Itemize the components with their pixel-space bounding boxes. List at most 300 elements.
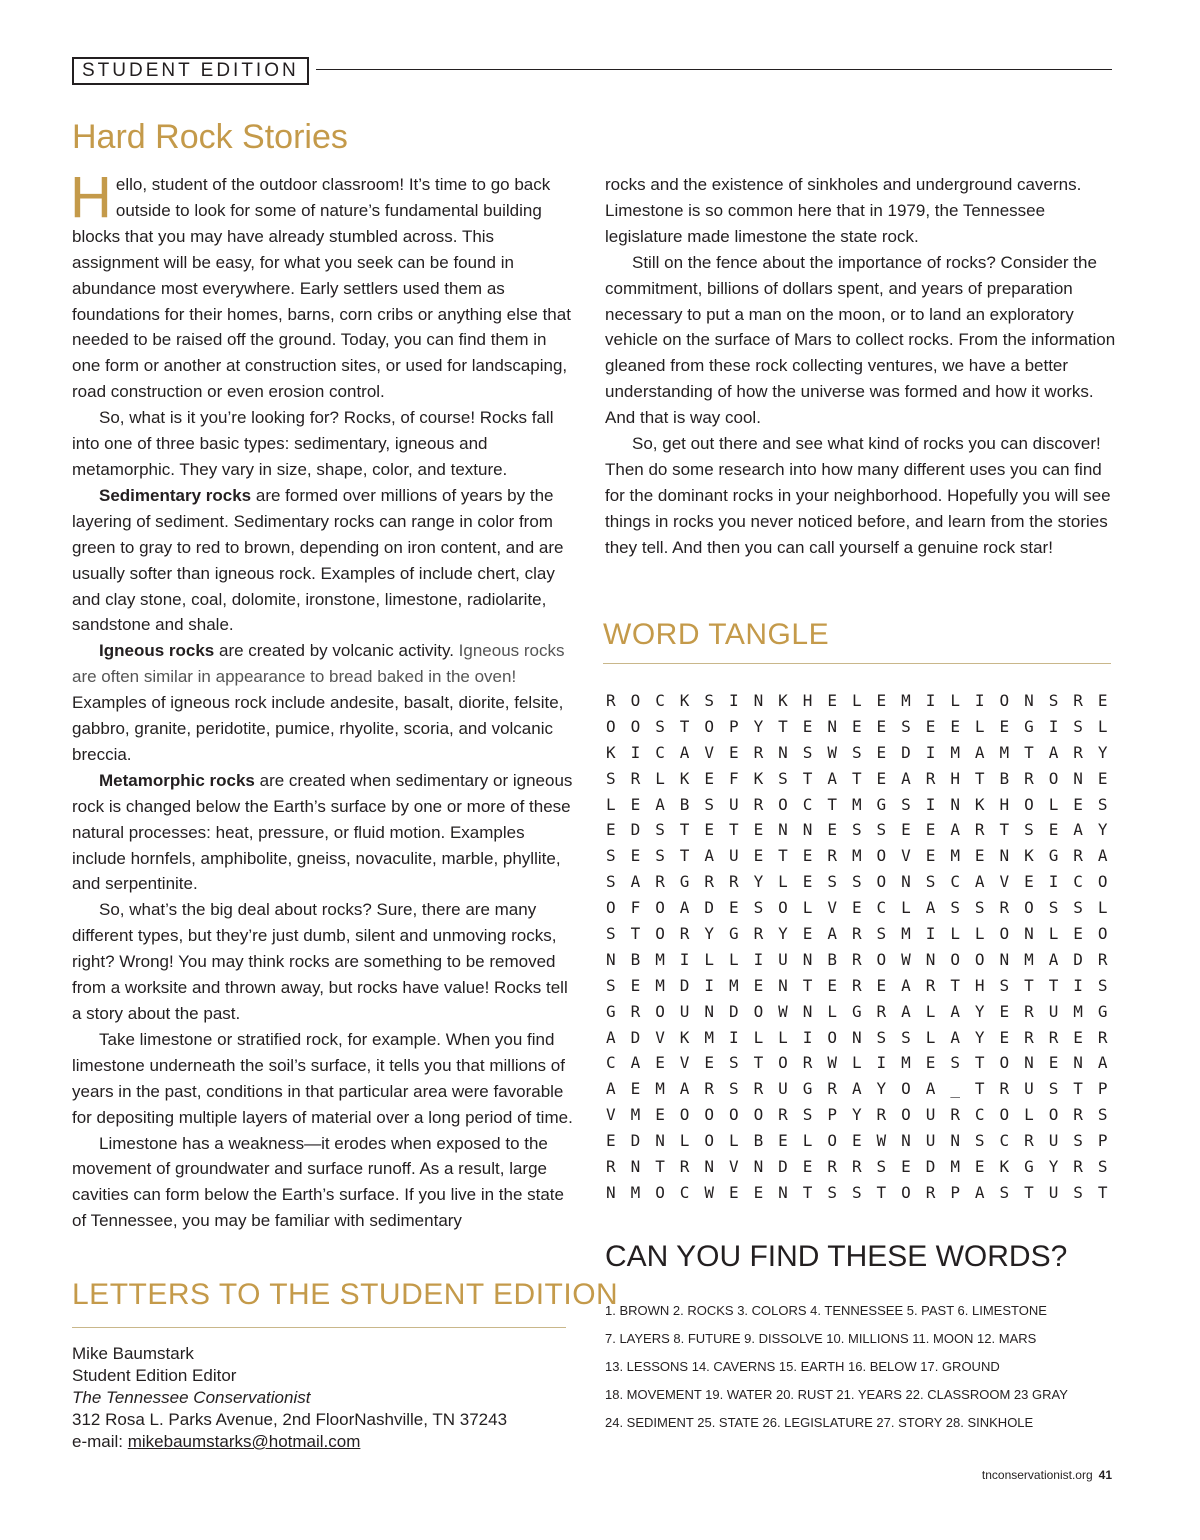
grid-letter: S [876,924,887,944]
word-list-line: 1. BROWN 2. ROCKS 3. COLORS 4. TENNESSEE 5. PAST 6. LIMESTONE [605,1303,1047,1318]
grid-letter: E [1097,768,1108,788]
grid-letter: I [802,1027,813,1047]
article-paragraph-sedimentary [72,483,577,638]
grid-letter: O [704,716,715,736]
grid-letter: D [704,898,715,918]
grid-letter: M [655,975,665,995]
grid-letter: E [901,820,911,840]
grid-letter: V [704,742,715,762]
grid-letter: S [606,872,616,892]
grid-letter: O [827,1027,837,1047]
grid-row [606,688,1118,714]
grid-letter: N [1024,691,1034,710]
grid-letter: S [606,846,616,866]
grid-letter: A [606,1079,616,1099]
grid-letter: T [753,1053,764,1073]
article-paragraph-igneous [72,638,577,768]
section-tag: STUDENT EDITION [72,57,309,85]
grid-letter: S [728,1079,739,1099]
grid-letter: N [778,742,788,762]
word-list-line: 24. SEDIMENT 25. STATE 26. LEGISLATURE 27. STORY 28. SINKHOLE [605,1415,1034,1430]
grid-letter: N [851,1027,862,1047]
grid-letter: C [606,1053,616,1073]
grid-row [606,869,1118,895]
grid-letter: V [827,898,837,918]
grid-letter: I [630,742,641,762]
grid-letter: S [876,820,887,840]
grid-letter: P [728,716,739,736]
grid-letter: L [606,794,616,814]
grid-letter: E [630,846,641,866]
grid-letter: M [950,846,960,866]
grid-letter: V [901,846,911,866]
grid-letter: S [827,872,837,892]
grid-letter: E [999,1027,1010,1047]
grid-letter: W [704,1182,715,1202]
grid-letter: A [1097,1053,1108,1073]
grid-row [606,1076,1118,1102]
grid-letter: E [728,1182,739,1202]
grid-letter: E [876,975,887,995]
grid-letter: R [1073,1105,1083,1125]
grid-letter: S [901,1027,911,1047]
grid-letter: S [655,820,665,840]
grid-letter: A [950,1001,960,1021]
grid-letter: S [876,1027,887,1047]
grid-letter: A [925,1079,936,1099]
grid-letter: R [606,691,616,710]
grid-letter: L [950,691,960,710]
grid-letter: G [1024,1157,1034,1177]
grid-letter: I [1048,716,1059,736]
grid-row [606,973,1118,999]
grid-letter: Y [1097,742,1108,762]
grid-letter: S [778,768,788,788]
grid-letter: N [1024,924,1034,944]
grid-letter: L [802,898,813,918]
grid-letter: O [728,1105,739,1125]
grid-letter: L [655,768,665,788]
grid-letter: O [876,949,887,969]
grid-letter: _ [950,1079,960,1099]
grid-letter: O [1024,794,1034,814]
grid-letter: D [901,742,911,762]
grid-letter: T [778,716,788,736]
grid-letter: U [778,949,788,969]
grid-letter: T [974,768,985,788]
grid-letter: E [802,1157,813,1177]
paragraph-text: are formed over millions of years by the layering of sediment. Sedimentary rocks can range in color from green to gray to red to brown, depending on iron content, and are usually softer than igneous rock. Examples of include chert, clay and clay stone, coal, dolomite, ironstone, limestone, radiolarite, sandstone and shale. [72,485,564,635]
grid-letter: S [704,794,715,814]
grid-letter: Y [876,1079,887,1099]
contact-role: Student Edition Editor [72,1366,237,1385]
grid-letter: S [901,716,911,736]
grid-letter: I [974,691,985,710]
email-label: e-mail: [72,1432,128,1451]
grid-letter: V [728,1157,739,1177]
grid-letter: O [1097,924,1108,944]
grid-letter: E [802,846,813,866]
grid-letter: T [876,1182,887,1202]
article-left-column [70,165,577,1234]
letters-heading: LETTERS TO THE STUDENT EDITION [72,1278,619,1311]
grid-letter: O [778,898,788,918]
grid-letter: M [950,742,960,762]
term-sedimentary: Sedimentary rocks [99,485,252,505]
grid-letter: S [1097,975,1108,995]
grid-letter: U [778,1079,788,1099]
grid-letter: O [901,1105,911,1125]
grid-letter: U [1048,1182,1059,1202]
grid-letter: W [901,949,911,969]
grid-letter: M [655,949,665,969]
footer-site: tnconservationist.org [981,1468,1093,1482]
grid-letter: M [630,1182,641,1202]
grid-letter: I [753,949,764,969]
grid-letter: A [901,768,911,788]
grid-letter: K [974,794,985,814]
grid-letter: O [901,1079,911,1099]
grid-letter: E [630,1079,641,1099]
grid-letter: W [827,1053,837,1073]
grid-letter: A [827,924,837,944]
grid-letter: T [679,846,690,866]
grid-letter: L [1048,794,1059,814]
grid-letter: O [778,794,788,814]
grid-letter: U [728,846,739,866]
grid-letter: A [901,1001,911,1021]
grid-letter: S [1097,1105,1108,1125]
grid-letter: S [1097,1157,1108,1177]
grid-letter: K [679,1027,690,1047]
grid-letter: E [925,846,936,866]
grid-letter: N [778,1182,788,1202]
grid-letter: R [1073,1157,1083,1177]
grid-letter: L [778,872,788,892]
grid-letter: T [974,1053,985,1073]
letters-rule [72,1327,566,1328]
grid-letter: L [950,924,960,944]
grid-letter: E [753,975,764,995]
grid-letter: E [876,742,887,762]
grid-row [606,843,1118,869]
grid-letter: L [925,1027,936,1047]
grid-letter: C [1073,872,1083,892]
grid-letter: E [704,768,715,788]
grid-letter: M [655,1079,665,1099]
grid-letter: M [901,691,911,710]
grid-letter: R [1073,691,1083,710]
grid-letter: T [974,1079,985,1099]
paragraph-text: Examples of igneous rock include andesite, basalt, diorite, felsite, gabbro, granite, peridotite, pumice, rhyolite, scoria, and volcanic breccia. [72,693,564,764]
article-paragraph-2: So, what is it you’re looking for? Rocks, of course! Rocks fall into one of three basic types: sedimentary, igneous and metamorphic. They vary in size, shape, color, and texture. [72,408,554,479]
grid-letter: K [1024,846,1034,866]
grid-letter: E [728,898,739,918]
grid-letter: D [679,975,690,995]
grid-letter: S [851,742,862,762]
grid-letter: B [827,949,837,969]
grid-letter: O [1024,898,1034,918]
grid-row [606,947,1118,973]
grid-row [606,1128,1118,1154]
find-words-heading: CAN YOU FIND THESE WORDS? [605,1240,1068,1273]
grid-letter: S [1097,794,1108,814]
grid-letter: R [851,1157,862,1177]
grid-letter: S [901,794,911,814]
grid-letter: E [802,924,813,944]
grid-letter: N [925,949,936,969]
grid-letter: A [974,742,985,762]
grid-letter: R [827,846,837,866]
grid-letter: G [802,1079,813,1099]
grid-letter: W [827,742,837,762]
grid-letter: U [925,1131,936,1151]
grid-letter: R [925,975,936,995]
grid-letter: R [753,1079,764,1099]
grid-letter: A [827,768,837,788]
drop-cap: H [70,165,112,230]
grid-letter: I [704,975,715,995]
grid-letter: P [1097,1079,1108,1099]
grid-letter: S [974,898,985,918]
grid-letter: R [1097,1027,1108,1047]
word-tangle-rule [603,663,1111,664]
grid-letter: N [1024,1053,1034,1073]
grid-letter: N [753,691,764,710]
grid-letter: A [606,1027,616,1047]
grid-letter: L [851,1053,862,1073]
grid-letter: L [679,1131,690,1151]
grid-letter: N [655,1131,665,1151]
grid-letter: E [704,1053,715,1073]
grid-letter: T [851,768,862,788]
grid-letter: S [1073,1131,1083,1151]
term-igneous: Igneous rocks [99,641,215,661]
grid-letter: A [679,898,690,918]
grid-letter: S [1073,716,1083,736]
grid-letter: W [876,1131,887,1151]
grid-letter: R [778,1105,788,1125]
grid-letter: M [999,742,1010,762]
grid-letter: Y [1048,1157,1059,1177]
grid-letter: R [753,742,764,762]
grid-letter: N [778,975,788,995]
page-number: 41 [1098,1468,1112,1482]
grid-letter: L [728,949,739,969]
grid-letter: R [851,975,862,995]
grid-letter: C [655,742,665,762]
grid-row [606,817,1118,843]
grid-letter: G [851,1001,862,1021]
grid-letter: L [1048,924,1059,944]
grid-letter: R [827,1079,837,1099]
grid-letter: O [876,846,887,866]
grid-letter: S [1048,898,1059,918]
grid-letter: O [827,1131,837,1151]
grid-letter: E [1073,1027,1083,1047]
grid-letter: S [851,1182,862,1202]
grid-letter: M [1073,1001,1083,1021]
grid-letter: A [851,1079,862,1099]
grid-letter: E [974,1157,985,1177]
grid-letter: E [753,1182,764,1202]
grid-letter: U [679,1001,690,1021]
grid-letter: M [630,1105,641,1125]
email-link[interactable]: mikebaumstarks@hotmail.com [127,1432,361,1451]
grid-letter: R [802,1053,813,1073]
paragraph-text: are created by volcanic activity. [214,641,459,661]
grid-letter: R [630,768,641,788]
grid-letter: S [1073,1182,1083,1202]
grid-letter: E [1048,1053,1059,1073]
grid-letter: T [827,794,837,814]
grid-letter: E [851,716,862,736]
grid-letter: I [1048,872,1059,892]
grid-letter: E [999,1001,1010,1021]
grid-letter: I [925,691,936,710]
grid-letter: T [802,1182,813,1202]
grid-letter: I [728,1027,739,1047]
grid-letter: R [753,794,764,814]
grid-letter: K [753,768,764,788]
grid-letter: T [728,820,739,840]
grid-letter: E [630,975,641,995]
grid-letter: E [827,975,837,995]
grid-letter: E [974,846,985,866]
grid-letter: T [950,975,960,995]
article-paragraph-6: So, what’s the big deal about rocks? Sure, there are many different types, but they’re just dumb, silent and unmoving rocks, right? Wrong! You may think rocks are something to be removed from a worksite and thrown away, but rocks have value! Rocks tell a story about the past. [72,900,568,1023]
grid-letter: K [679,768,690,788]
grid-letter: E [753,846,764,866]
grid-letter: L [1097,716,1108,736]
grid-letter: S [1048,1079,1059,1099]
grid-letter: O [999,1053,1010,1073]
grid-letter: E [925,820,936,840]
grid-letter: A [901,975,911,995]
grid-letter: C [974,1105,985,1125]
header-rule [316,69,1112,70]
grid-letter: I [925,742,936,762]
grid-letter: L [901,898,911,918]
grid-letter: N [950,794,960,814]
grid-letter: I [679,949,690,969]
grid-letter: G [1048,846,1059,866]
grid-letter: R [655,872,665,892]
grid-letter: R [704,1079,715,1099]
word-list [605,1297,1068,1437]
grid-letter: O [679,1105,690,1125]
grid-letter: N [901,1131,911,1151]
article-right-column [605,172,1117,561]
grid-letter: E [1024,872,1034,892]
grid-letter: E [876,716,887,736]
grid-letter: L [1024,1105,1034,1125]
grid-letter: D [728,1001,739,1021]
grid-letter: S [1073,898,1083,918]
grid-row [606,1154,1118,1180]
grid-letter: E [999,716,1010,736]
grid-letter: B [753,1131,764,1151]
grid-letter: B [999,768,1010,788]
grid-letter: E [704,820,715,840]
grid-letter: S [704,691,715,710]
grid-letter: O [999,691,1010,710]
article-paragraph-8-continued: rocks and the existence of sinkholes and underground caverns. Limestone is so common here that in 1979, the Tennessee legislature made limestone the state rock. [605,175,1082,246]
grid-letter: G [1024,716,1034,736]
contact-block [72,1343,507,1453]
grid-letter: O [950,949,960,969]
grid-letter: O [655,1001,665,1021]
grid-letter: E [728,742,739,762]
grid-letter: O [974,949,985,969]
grid-letter: G [728,924,739,944]
grid-letter: T [802,768,813,788]
grid-letter: R [950,1105,960,1125]
grid-letter: A [1048,742,1059,762]
grid-row [606,1102,1118,1128]
grid-letter: N [1073,768,1083,788]
grid-row [606,999,1118,1025]
grid-letter: R [1024,768,1034,788]
grid-letter: S [606,924,616,944]
grid-letter: O [1048,1105,1059,1125]
grid-letter: R [679,924,690,944]
grid-letter: A [950,1027,960,1047]
grid-letter: P [1097,1131,1108,1151]
grid-letter: Y [778,924,788,944]
grid-letter: E [655,1053,665,1073]
grid-letter: D [1073,949,1083,969]
grid-letter: A [679,742,690,762]
word-list-line: 13. LESSONS 14. CAVERNS 15. EARTH 16. BELOW 17. GROUND [605,1359,1000,1374]
grid-letter: O [778,1053,788,1073]
grid-letter: R [1024,1027,1034,1047]
page-footer [982,1468,1112,1482]
article-paragraph-1 [70,165,577,405]
grid-letter: N [999,846,1010,866]
grid-letter: A [925,898,936,918]
grid-letter: A [679,1079,690,1099]
grid-letter: S [802,1105,813,1125]
grid-letter: M [1024,949,1034,969]
grid-letter: N [753,1157,764,1177]
grid-letter: E [802,872,813,892]
grid-letter: M [704,1027,715,1047]
grid-letter: L [974,716,985,736]
grid-letter: Y [704,924,715,944]
grid-letter: I [925,924,936,944]
grid-letter: T [630,924,641,944]
grid-letter: O [606,898,616,918]
grid-letter: Y [753,872,764,892]
grid-letter: L [704,949,715,969]
grid-letter: O [630,691,641,710]
grid-letter: Y [974,1027,985,1047]
grid-letter: I [728,691,739,710]
grid-letter: R [876,1105,887,1125]
grid-letter: T [999,820,1010,840]
grid-letter: R [999,1079,1010,1099]
word-list-line: 7. LAYERS 8. FUTURE 9. DISSOLVE 10. MILLIONS 11. MOON 12. MARS [605,1331,1037,1346]
grid-letter: N [606,1182,616,1202]
grid-letter: T [679,820,690,840]
grid-letter: S [1024,820,1034,840]
grid-letter: S [999,975,1010,995]
grid-letter: N [704,1001,715,1021]
grid-letter: E [630,794,641,814]
grid-row [606,1050,1118,1076]
grid-letter: E [876,768,887,788]
